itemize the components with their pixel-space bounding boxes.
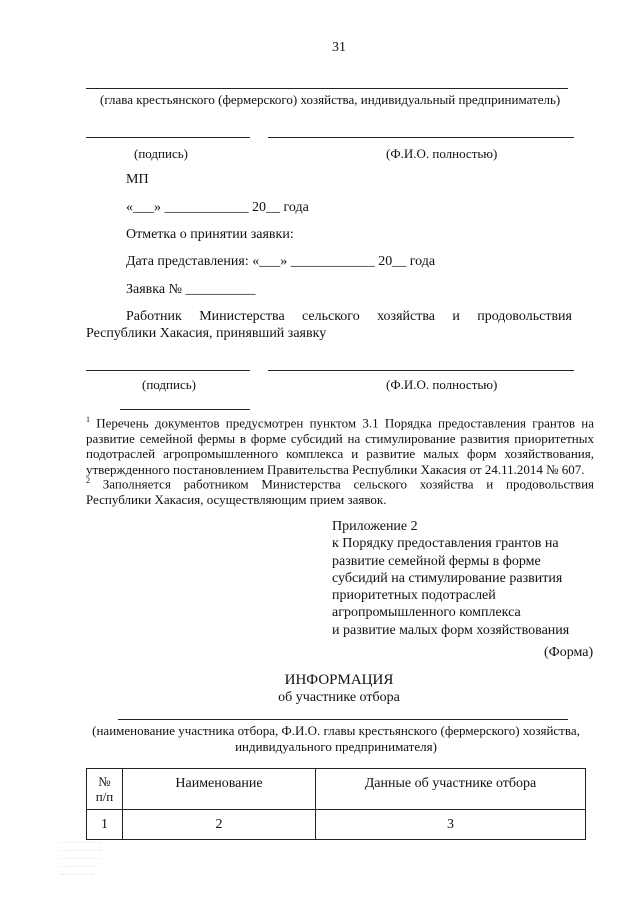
applicant-line: [86, 88, 568, 89]
application-number: Заявка № __________: [126, 282, 256, 297]
appendix-line: агропромышленного комплекса: [332, 605, 521, 621]
footnote-2: [86, 473, 594, 507]
fio-line-2: [268, 370, 574, 371]
appendix-line: развитие семейной фермы в форме: [332, 553, 541, 569]
header-no-line2: п/п: [95, 789, 114, 804]
appendix-line: субсидий на стимулирование развития: [332, 570, 563, 586]
fio-line-1: [268, 137, 574, 138]
header-no: [87, 769, 123, 810]
cell-data: 3: [316, 810, 586, 840]
signature-line-2: [86, 370, 250, 371]
table-header-row: [87, 769, 586, 810]
footnote-1-mark: 1: [86, 415, 90, 424]
footnote-2-mark: 2: [86, 476, 90, 485]
worker-line-2: Республики Хакасия, принявший заявку: [86, 326, 327, 341]
footnote-2-text: Заполняется работником Министерства сельского хозяйства и продовольствия Республики Хакасия, осуществляющим прием заявок.: [86, 476, 594, 507]
participant-name-caption-2: индивидуального предпринимателя): [235, 739, 437, 754]
appendix-line: Приложение 2: [332, 519, 418, 534]
fio-caption-1: (Ф.И.О. полностью): [386, 146, 498, 161]
signature-caption-2: (подпись): [142, 377, 196, 392]
date-line: «___» ____________ 20__ года: [126, 200, 309, 215]
footnote-1: [86, 412, 594, 477]
page-subtitle: об участнике отбора: [278, 690, 400, 705]
header-no-line1: №: [98, 774, 111, 789]
worker-line-1: Работник Министерства сельского хозяйства и продовольствия: [126, 309, 572, 324]
participant-name-caption-1: (наименование участника отбора, Ф.И.О. главы крестьянского (фермерского) хозяйства,: [92, 723, 580, 738]
stamp-label: МП: [126, 172, 149, 187]
appendix-line: и развитие малых форм хозяйствования: [332, 622, 570, 638]
acceptance-note: Отметка о принятии заявки:: [126, 227, 294, 242]
appendix-line: к Порядку предоставления грантов на: [332, 536, 559, 552]
participant-name-line: [118, 719, 568, 720]
page-title: ИНФОРМАЦИЯ: [284, 672, 394, 688]
footnote-1-text: Перечень документов предусмотрен пунктом 3.1 Порядка предоставления грантов на развитие семейной фермы в форме субсидий на стимулирование развития приоритетных подотраслей агропромышленного комплекса и развитие малых форм хозяйствования, утвержденного постановлением Правительства Республики Хакасия от 24.11.2014 № 607.: [86, 415, 594, 477]
footnote-separator: [120, 409, 250, 410]
participant-table: [86, 768, 586, 840]
cell-name: 2: [123, 810, 316, 840]
cell-no: 1: [87, 810, 123, 840]
form-label: (Форма): [544, 645, 594, 660]
submission-date: Дата представления: «___» ____________ 20__ года: [126, 254, 436, 269]
table-row: [87, 810, 586, 840]
signature-caption-1: (подпись): [134, 146, 188, 161]
applicant-caption: (глава крестьянского (фермерского) хозяйства, индивидуальный предприниматель): [100, 92, 561, 107]
appendix-line: приоритетных подотраслей: [332, 588, 496, 604]
header-data: Данные об участнике отбора: [316, 769, 586, 810]
appendix-block: [332, 518, 569, 639]
signature-line-1: [86, 137, 250, 138]
header-name: Наименование: [123, 769, 316, 810]
page-number: 31: [332, 40, 346, 55]
fio-caption-2: (Ф.И.О. полностью): [386, 377, 498, 392]
scan-noise: . .. . ... .. .. . ... . .. . ... .. . .. ... . .. . ... .. . ... . .. .. ... . .. . . .. ... .. . ... .. . .. ... . .. . ... .. . ...: [60, 839, 102, 877]
